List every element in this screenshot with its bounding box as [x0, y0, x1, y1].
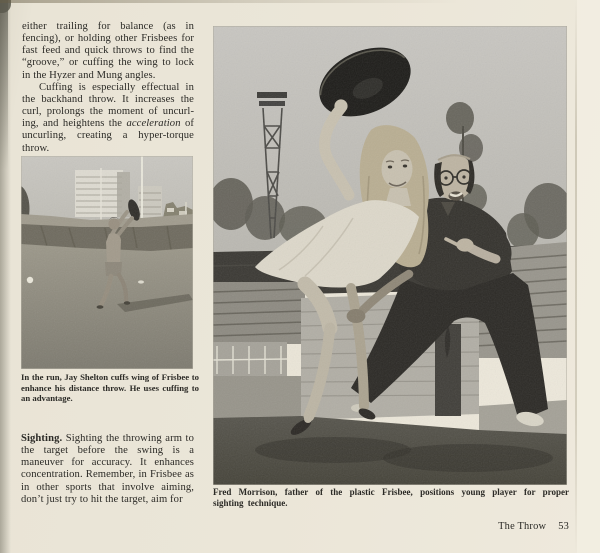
right-photo-scene: [213, 26, 567, 485]
page-footer: [498, 521, 569, 532]
right-photo-fred-morrison: [213, 26, 567, 485]
right-photo-caption: Fred Morrison, father of the plastic Frisbee, positions young player for proper sighting technique.: [213, 487, 569, 509]
paragraph-sighting: [21, 433, 194, 506]
paragraph-cuffing-intro: either trailing for balance (as in fencing), or holding other Frisbees for fast feed and quick throws to find the “groove,” or cuffing the wing to lock in the Hyzer and Mung angles.: [22, 21, 194, 81]
body-text-column: [22, 21, 194, 155]
sighting-lead-bold: Sighting.: [21, 433, 63, 444]
page-number: 53: [558, 521, 569, 532]
page-right-margin: [577, 0, 600, 553]
chapter-title: The Throw: [498, 521, 547, 532]
italic-word: acceleration: [126, 118, 181, 130]
paragraph-text: Cuffing is especially effectual in the backhand throw. It increases the curl, prolongs the moment of uncurling, and heightens the: [22, 81, 194, 130]
paragraph-cuffing-backhand: [22, 82, 194, 155]
left-photo-caption: In the run, Jay Shelton cuffs wing of Frisbee to enhance his distance throw. He uses cuffing to an advantage.: [21, 372, 199, 404]
scan-edge-shadow-top: [0, 0, 8, 170]
paragraph-text: of uncurling, creating a hyper-torque throw.: [22, 118, 194, 154]
sighting-text: Sighting the throwing arm to the target before the swing is a maneuver for accuracy. It enhances concentration. Remember, in Frisbee as in other sports that involve aiming, don’t just try to hit the target, aim for: [21, 433, 194, 505]
left-photo-jay-shelton: [21, 156, 193, 369]
scan-top-smudge: [0, 0, 460, 3]
left-photo-scene: [21, 156, 193, 369]
